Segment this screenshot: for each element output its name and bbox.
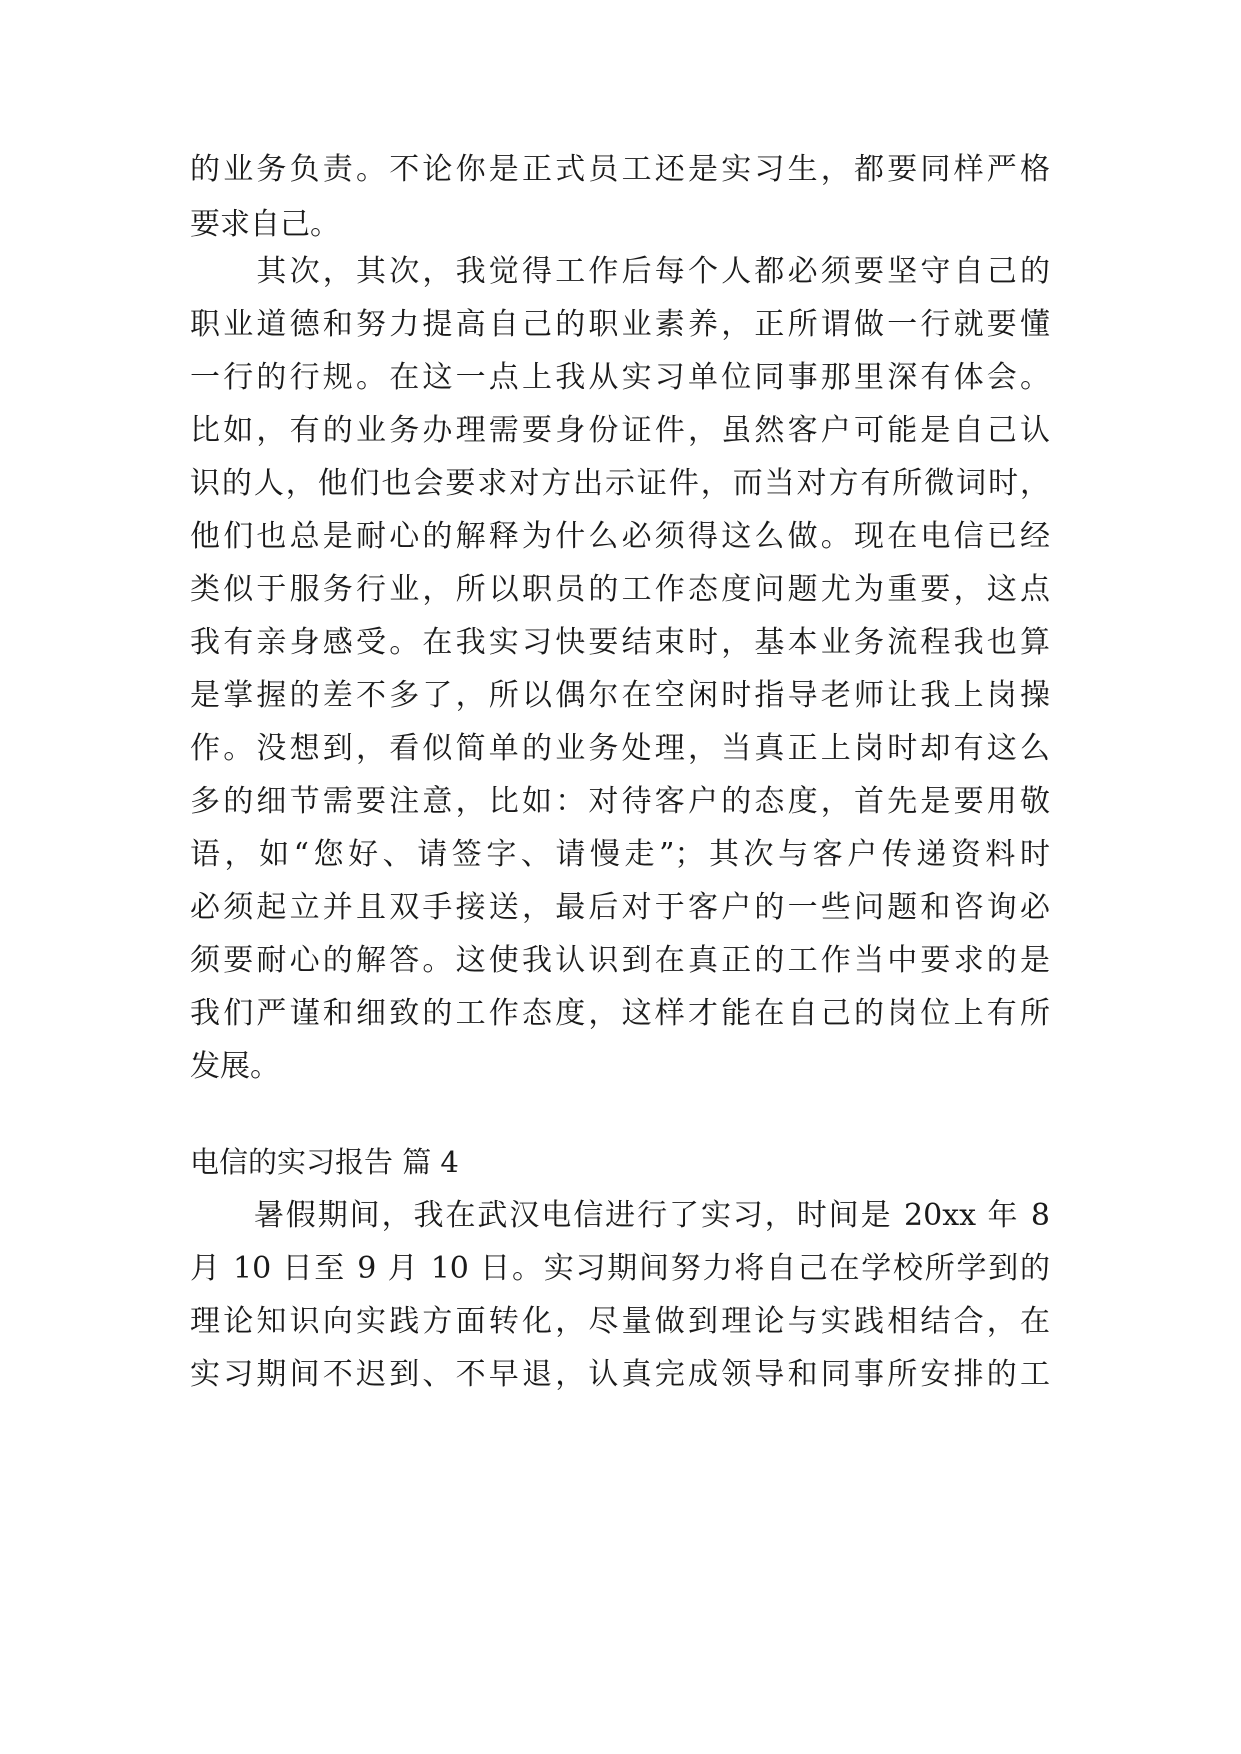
- text-line: 发展。: [190, 1049, 280, 1084]
- section-heading: 电信的实习报告 篇 4: [190, 1145, 459, 1179]
- text-line: 要求自己。: [190, 207, 340, 242]
- text-line: 我们严谨和细致的工作态度，这样才能在自己的岗位上有所: [190, 996, 1050, 1031]
- text-line: 暑假期间，我在武汉电信进行了实习，时间是 20xx 年 8: [190, 1198, 1050, 1233]
- text-line: 理论知识向实践方面转化，尽量做到理论与实践相结合，在: [190, 1304, 1050, 1339]
- text-line: 职业道德和努力提高自己的职业素养，正所谓做一行就要懂: [190, 307, 1050, 342]
- text-line: 其次，其次，我觉得工作后每个人都必须要坚守自己的: [190, 254, 1050, 289]
- text-line: 类似于服务行业，所以职员的工作态度问题尤为重要，这点: [190, 572, 1050, 607]
- text-line: 我有亲身感受。在我实习快要结束时，基本业务流程我也算: [190, 625, 1050, 660]
- text-line: 一行的行规。在这一点上我从实习单位同事那里深有体会。: [190, 360, 1050, 395]
- text-line: 是掌握的差不多了，所以偶尔在空闲时指导老师让我上岗操: [190, 678, 1050, 713]
- text-line: 语，如“您好、请签字、请慢走”；其次与客户传递资料时: [190, 837, 1050, 872]
- text-line: 须要耐心的解答。这使我认识到在真正的工作当中要求的是: [190, 943, 1050, 978]
- text-line: 必须起立并且双手接送，最后对于客户的一些问题和咨询必: [190, 890, 1050, 925]
- text-line: 实习期间不迟到、不早退，认真完成领导和同事所安排的工: [190, 1357, 1050, 1392]
- text-line: 多的细节需要注意，比如：对待客户的态度，首先是要用敬: [190, 784, 1050, 819]
- text-line: 月 10 日至 9 月 10 日。实习期间努力将自己在学校所学到的: [190, 1251, 1050, 1286]
- text-line: 的业务负责。不论你是正式员工还是实习生，都要同样严格: [190, 152, 1050, 187]
- text-line: 作。没想到，看似简单的业务处理，当真正上岗时却有这么: [190, 731, 1050, 766]
- text-line: 他们也总是耐心的解释为什么必须得这么做。现在电信已经: [190, 519, 1050, 554]
- text-line: 识的人，他们也会要求对方出示证件，而当对方有所微词时，: [190, 466, 1050, 501]
- text-line: 比如，有的业务办理需要身份证件，虽然客户可能是自己认: [190, 413, 1050, 448]
